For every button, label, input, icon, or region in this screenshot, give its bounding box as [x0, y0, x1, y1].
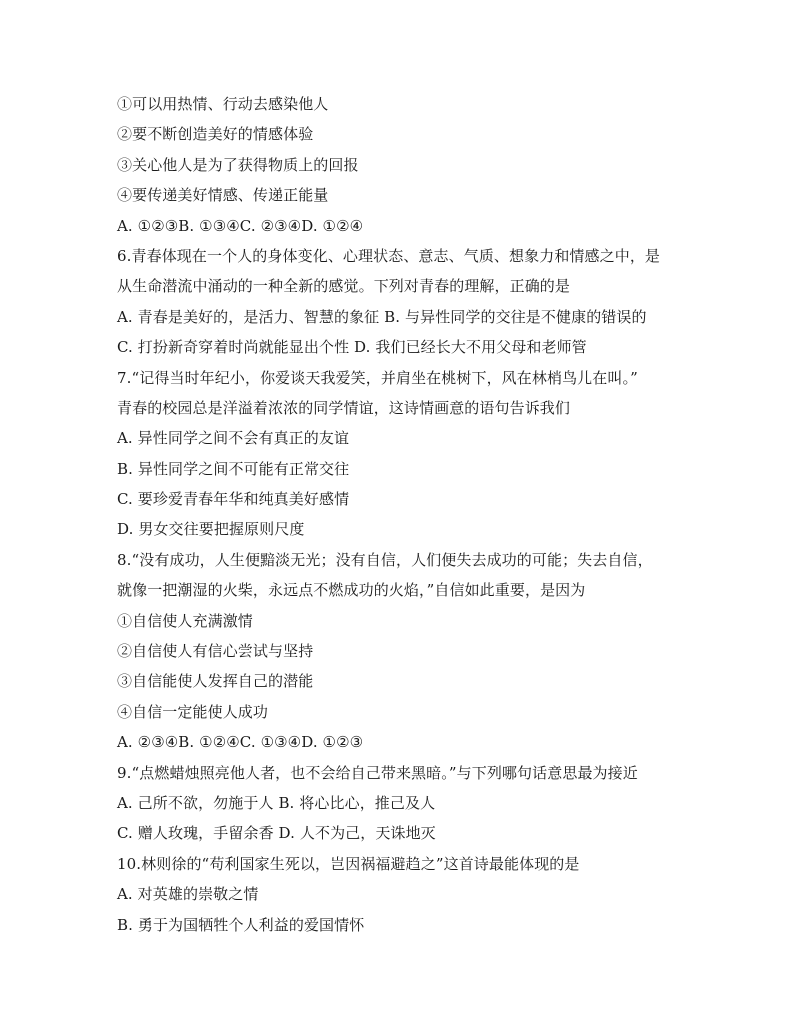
question-9-stem: 9.“点燃蜡烛照亮他人者，也不会给自己带来黑暗。”与下列哪句话意思最为接近 [117, 763, 638, 782]
answer-choices-line: A. ②③④B. ①②④C. ①③④D. ①②③ [117, 733, 364, 752]
question-8-stem: 8.“没有成功，人生便黯淡无光；没有自信，人们便失去成功的可能；失去自信， [117, 550, 653, 569]
question-7-stem-cont: 青春的校园总是洋溢着浓浓的同学情谊，这诗情画意的语句告诉我们 [117, 398, 571, 417]
option-line: ②自信使人有信心尝试与坚持 [117, 642, 314, 661]
option-line: ③关心他人是为了获得物质上的回报 [117, 155, 359, 174]
question-10-stem: 10.林则徐的“苟利国家生死以，岂因祸福避趋之”这首诗最能体现的是 [117, 854, 580, 873]
answer-choice: D. 男女交往要把握原则尺度 [117, 520, 305, 539]
answer-choice: A. 异性同学之间不会有真正的友谊 [117, 429, 350, 448]
option-line: ②要不断创造美好的情感体验 [117, 125, 314, 144]
answer-choice: B. 勇于为国牺牲个人利益的爱国情怀 [117, 915, 365, 934]
question-8-stem-cont: 就像一把潮湿的火柴，永远点不燃成功的火焰，”自信如此重要，是因为 [117, 581, 586, 600]
question-7-stem: 7.“记得当时年纪小，你爱谈天我爱笑，并肩坐在桃树下，风在林梢鸟儿在叫。” [117, 368, 638, 387]
answer-choice: B. 异性同学之间不可能有正常交往 [117, 459, 350, 478]
option-line: ①可以用热情、行动去感染他人 [117, 95, 329, 113]
option-line: ④自信一定能使人成功 [117, 702, 269, 721]
answer-choice: A. 对英雄的崇敬之情 [117, 885, 259, 904]
answer-choices-line: A. ①②③B. ①③④C. ②③④D. ①②④ [117, 216, 364, 235]
answer-choices-line: A. 己所不欲，勿施于人 B. 将心比心，推己及人 [117, 793, 436, 812]
option-line: ④要传递美好情感、传递正能量 [117, 186, 329, 205]
answer-choices-line: A. 青春是美好的，是活力、智慧的象征 B. 与异性同学的交往是不健康的错误的 [117, 307, 647, 326]
option-line: ③自信能使人发挥自己的潜能 [117, 672, 314, 691]
option-line: ①自信使人充满激情 [117, 611, 253, 630]
question-text-block [117, 89, 687, 940]
answer-choice: C. 要珍爱青春年华和纯真美好感情 [117, 490, 350, 509]
question-6-stem: 6.青春体现在一个人的身体变化、心理状态、意志、气质、想象力和情感之中，是 [117, 246, 661, 265]
answer-choices-line: C. 打扮新奇穿着时尚就能显出个性 D. 我们已经长大不用父母和老师管 [117, 338, 587, 357]
answer-choices-line: C. 赠人玫瑰，手留余香 D. 人不为己，天诛地灭 [117, 824, 436, 843]
question-6-stem-cont: 从生命潜流中涌动的一种全新的感觉。下列对青春的理解，正确的是 [117, 277, 571, 296]
